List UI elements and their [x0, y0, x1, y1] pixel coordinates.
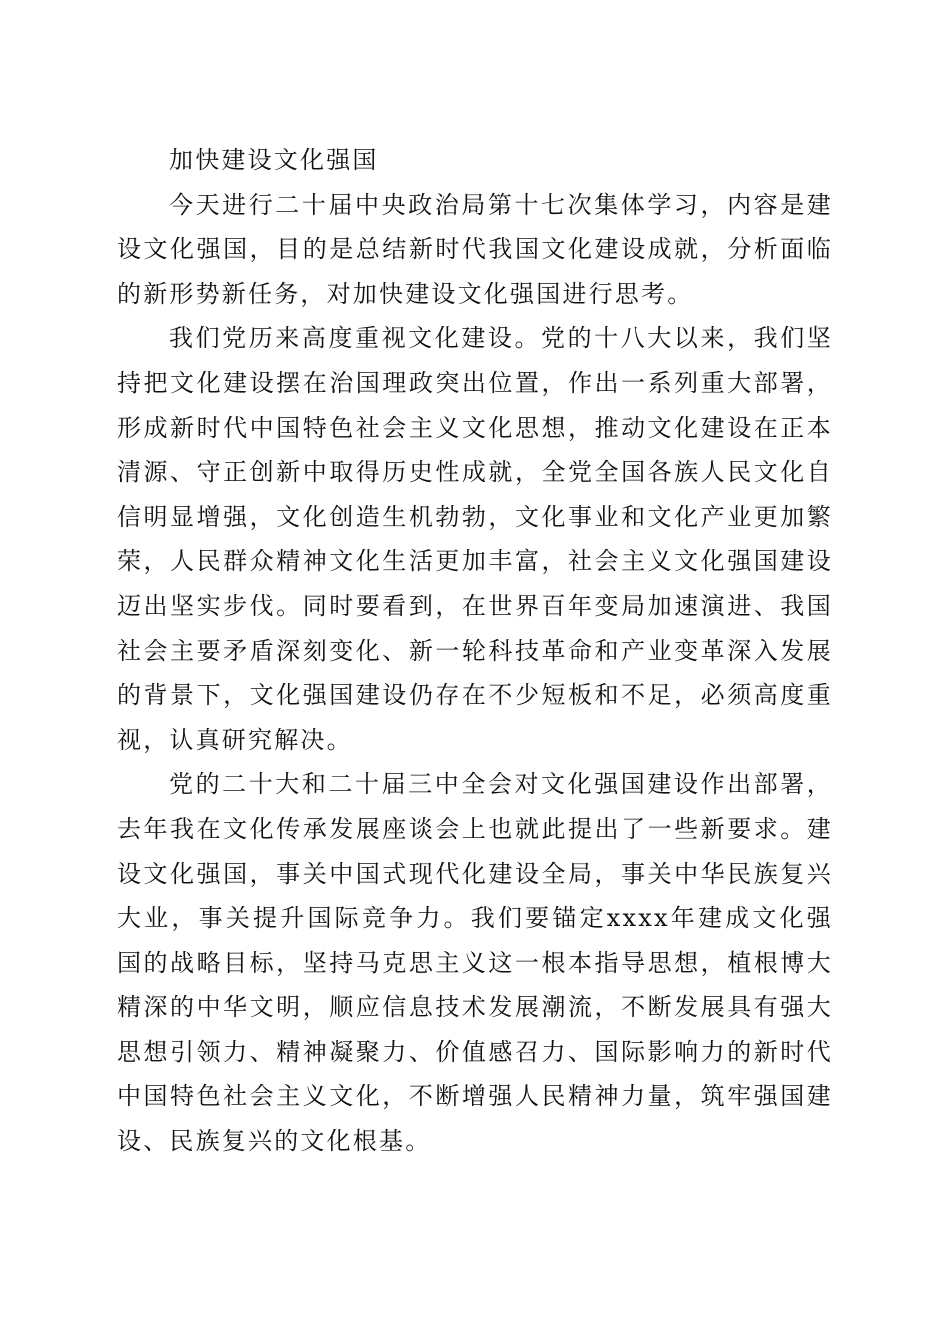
paragraph-1: 今天进行二十届中央政治局第十七次集体学习，内容是建设文化强国，目的是总结新时代我国文化建设成就，分析面临的新形势新任务，对加快建设文化强国进行思考。 [117, 190, 833, 308]
document-page [117, 138, 833, 1164]
paragraph-2: 我们党历来高度重视文化建设。党的十八大以来，我们坚持把文化建设摆在治国理政突出位置，作出一系列重大部署，形成新时代中国特色社会主义文化思想，推动文化建设在正本清源、守正创新中取得历史性成就，全党全国各族人民文化自信明显增强，文化创造生机勃勃，文化事业和文化产业更加繁荣，人民群众精神文化生活更加丰富，社会主义文化强国建设迈出坚实步伐。同时要看到，在世界百年变局加速演进、我国社会主要矛盾深刻变化、新一轮科技革命和产业变革深入发展的背景下，文化强国建设仍存在不少短板和不足，必须高度重视，认真研究解决。 [117, 324, 833, 754]
paragraph-3: 党的二十大和二十届三中全会对文化强国建设作出部署，去年我在文化传承发展座谈会上也就此提出了一些新要求。建设文化强国，事关中国式现代化建设全局，事关中华民族复兴大业，事关提升国际竞争力。我们要锚定xxxx年建成文化强国的战略目标，坚持马克思主义这一根本指导思想，植根博大精深的中华文明，顺应信息技术发展潮流，不断发展具有强大思想引领力、精神凝聚力、价值感召力、国际影响力的新时代中国特色社会主义文化，不断增强人民精神力量，筑牢强国建设、民族复兴的文化根基。 [117, 770, 833, 1156]
document-title: 加快建设文化强国 [169, 146, 379, 174]
